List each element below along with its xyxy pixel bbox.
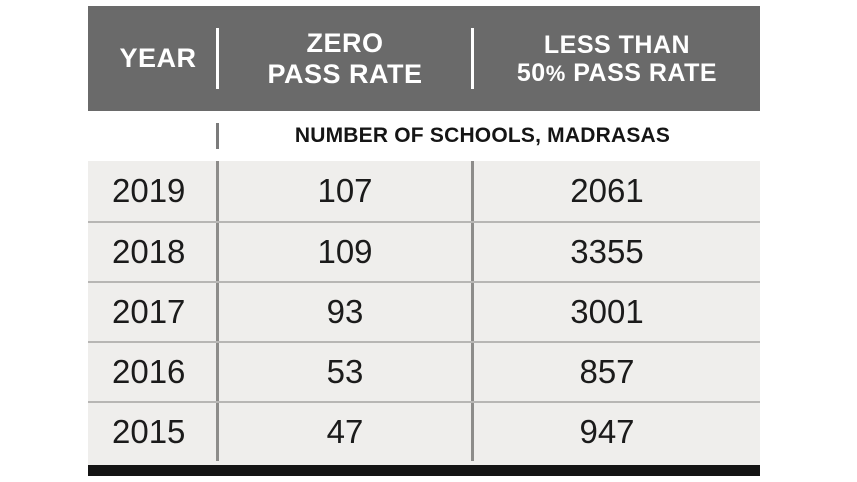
- cell-less-than-50: 947: [579, 413, 635, 450]
- cell-zero-pass-rate: 109: [317, 233, 373, 270]
- cell-less-than-50: 3355: [570, 233, 644, 270]
- less-suffix: PASS RATE: [565, 58, 718, 87]
- table-body: [88, 161, 760, 461]
- subheader-spacer: [88, 111, 216, 161]
- table-row: [88, 401, 760, 461]
- table-subheader-row: [88, 111, 760, 161]
- cell-less-than-50: 2061: [570, 172, 644, 209]
- cell-zero-pass-rate: 47: [326, 413, 364, 450]
- column-header-year: YEAR: [119, 43, 197, 74]
- subheader-label: NUMBER OF SCHOOLS, MADRASAS: [294, 124, 671, 147]
- cell-year: 2018: [112, 233, 186, 270]
- column-header-less-line1: LESS THAN: [543, 30, 691, 59]
- table-row: [88, 281, 760, 341]
- percent-symbol: %: [545, 60, 566, 86]
- table-header-row: [88, 6, 760, 111]
- cell-year: 2019: [112, 172, 186, 209]
- cell-zero-pass-rate: 93: [326, 293, 364, 330]
- cell-year: 2015: [112, 413, 186, 450]
- table-row: [88, 221, 760, 281]
- column-header-less-than-50: [474, 6, 760, 111]
- cell-less-than-50: 3001: [570, 293, 644, 330]
- less-prefix: 50: [516, 58, 546, 87]
- column-header-less-line2: [517, 59, 717, 87]
- cell-less-than-50: 857: [579, 353, 635, 390]
- table-row: [88, 161, 760, 221]
- cell-zero-pass-rate: 107: [317, 172, 373, 209]
- column-header-zero-pass-rate: [219, 6, 471, 111]
- cell-year: 2017: [112, 293, 186, 330]
- table-row: [88, 341, 760, 401]
- cell-zero-pass-rate: 53: [326, 353, 364, 390]
- cell-year: 2016: [112, 353, 186, 390]
- column-header-zero-line2: PASS RATE: [267, 58, 423, 89]
- table-footer-bar: [88, 465, 760, 476]
- column-header-zero-line1: ZERO: [306, 28, 384, 59]
- pass-rate-table: [88, 6, 760, 476]
